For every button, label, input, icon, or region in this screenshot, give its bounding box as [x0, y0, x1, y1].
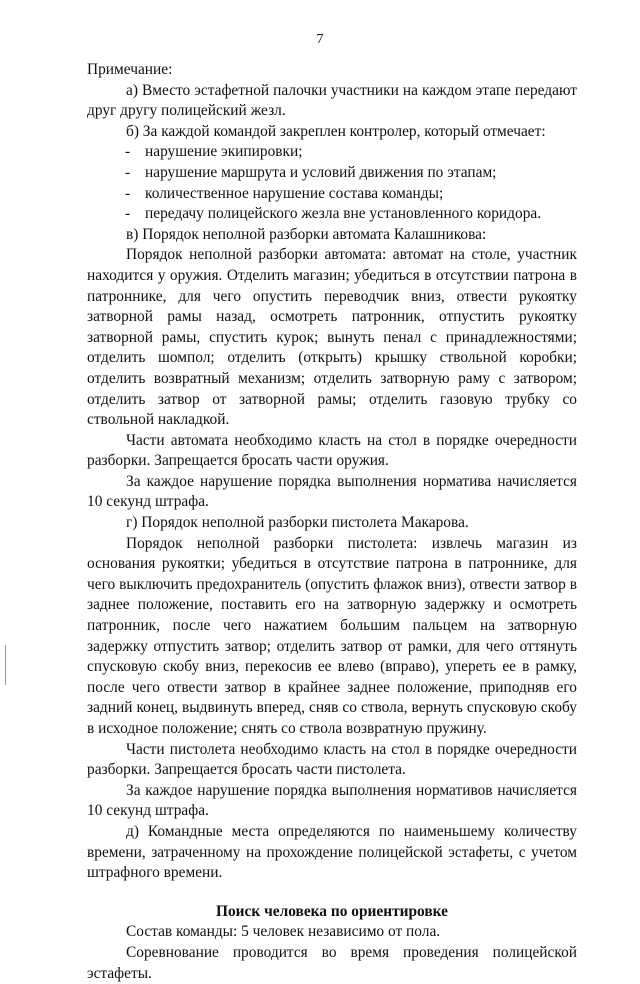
section-heading: Поиск человека по ориентировке — [215, 902, 449, 920]
dash-bullet: - — [125, 143, 131, 161]
paragraph-d-places: д) Командные места определяются по наименьшему количеству времени, затраченному на прохождение полицейской эстафеты, с учетом штрафного времени. — [87, 822, 577, 882]
paragraph-v-title: в) Порядок неполной разборки автомата Калашникова: — [126, 225, 487, 243]
paragraph-team: Состав команды: 5 человек независимо от пола. — [126, 923, 441, 941]
list-item-text: передачу полицейского жезла вне установленного коридора. — [145, 205, 542, 223]
paragraph-ak-penalty: За каждое нарушение порядка выполнения норматива начисляется 10 секунд штрафа. — [87, 472, 577, 511]
dash-bullet: - — [125, 184, 131, 202]
margin-line — [5, 645, 6, 685]
list-item — [87, 204, 577, 225]
paragraph-a: а) Вместо эстафетной палочки участники на каждом этапе передают друг другу полицейский жезл. — [87, 81, 577, 120]
paragraph-pm-penalty: За каждое нарушение порядка выполнения нормативов начисляется 10 секунд штрафа. — [87, 781, 577, 820]
paragraph-g-title: г) Порядок неполной разборки пистолета Макарова. — [126, 514, 469, 532]
dash-bullet: - — [125, 163, 131, 181]
paragraph-pm-parts: Части пистолета необходимо класть на стол в порядке очередности разборки. Запрещается бросать части пистолета. — [87, 740, 577, 779]
paragraph-ak-procedure: Порядок неполной разборки автомата: автомат на столе, участник находится у оружия. Отделить магазин; убедиться в отсутствии патрона в патроннике, для чего опустить переводчик вниз, отвести рукоятку затворной рамы назад, осмотреть патронник, отпустить рукоятку затворной рамы, спустить курок; вынуть пенал с принадлежностями; отделить шомпол; отделить (открыть) крышку ствольной коробки; отделить возвратный механизм; отделить затворную раму с затвором; отделить затвор от затворной рамы; отделить газовую трубку со ствольной накладкой. — [87, 246, 577, 429]
list-item — [87, 184, 577, 205]
paragraph-pm-procedure: Порядок неполной разборки пистолета: извлечь магазин из основания рукоятки; убедиться в отсутствие патрона в патроннике, для чего выключить предохранитель (опустить флажок вниз), отвести затвор в заднее положение, поставить его на затворную задержку и осмотреть патронник, после чего нажатием большим пальцем на затворную задержку отпустить затвор; отделить затвор от рамки, для чего оттянуть спусковую скобу вниз, перекосив ее влево (вправо), упереть ее в рамку, после чего отвести затвор в крайнее заднее положение, приподняв его задний конец, выдвинуть вперед, сняв со ствола, вернуть спусковую скобу в исходное положение; снять со ствола возвратную пружину. — [87, 534, 577, 737]
list-item-text: нарушение экипировки; — [145, 143, 303, 161]
page-number: 7 — [316, 32, 324, 47]
list-item — [87, 163, 577, 184]
list-item — [87, 142, 577, 163]
list-item-text: нарушение маршрута и условий движения по этапам; — [145, 163, 497, 181]
paragraph-ak-parts: Части автомата необходимо класть на стол в порядке очередности разборки. Запрещается бросать части оружия. — [87, 431, 577, 470]
body-text — [87, 60, 577, 984]
list-item-text: количественное нарушение состава команды; — [145, 184, 444, 202]
paragraph-competition: Соревнование проводится во время проведения полицейской эстафеты. — [87, 943, 577, 982]
paragraph-b: б) За каждой командой закреплен контролер, который отмечает: — [126, 122, 546, 140]
note-title: Примечание: — [87, 61, 173, 78]
dash-bullet: - — [125, 205, 131, 223]
